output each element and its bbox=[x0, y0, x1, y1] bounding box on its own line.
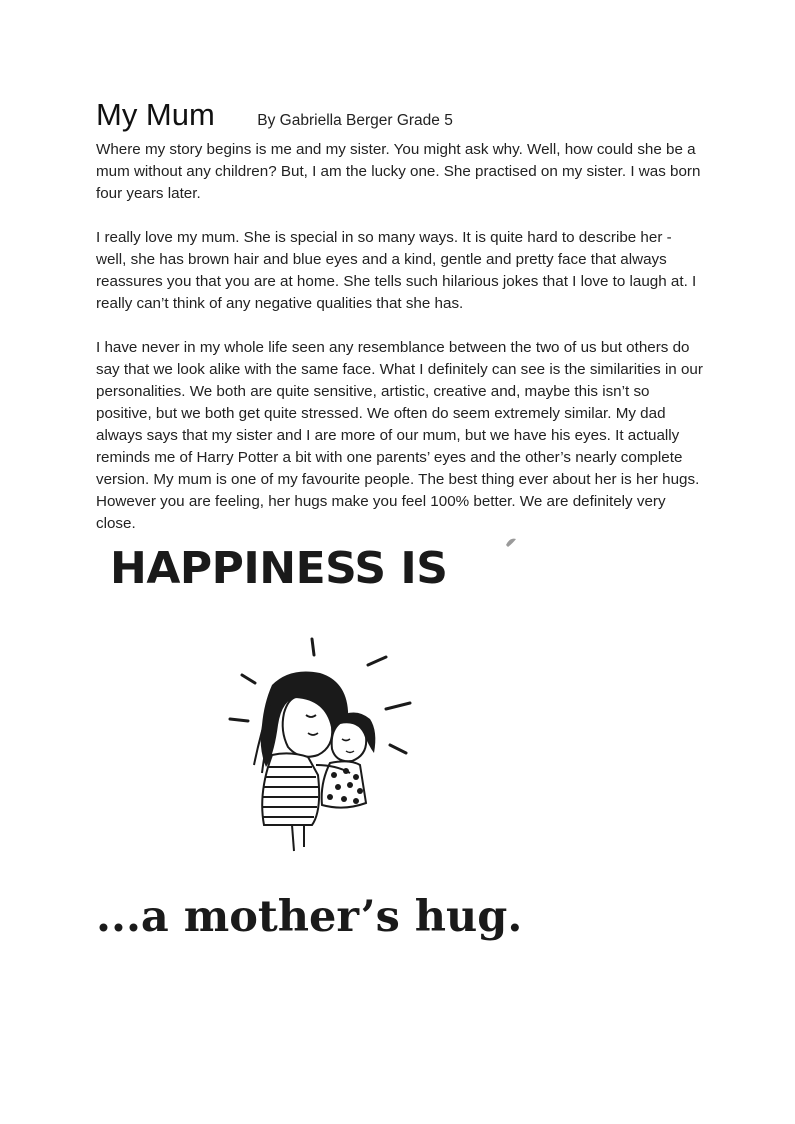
story-body bbox=[96, 139, 706, 535]
ink-speck-icon bbox=[504, 535, 518, 549]
paragraph-1: Where my story begins is me and my sister. You might ask why. Well, how could she be a mum without any children? But, I am the lucky one. She practised on my sister. I was born four years later. bbox=[96, 141, 701, 202]
paragraph-3: I have never in my whole life seen any resemblance between the two of us but others do say that we look alike with the same face. What I definitely can see is the similarities in our personalities. We both are quite sensitive, artistic, creative and, maybe this isn’t so positive, but we both get quite stressed. We often do seem extremely similar. My dad always says that my sister and I are more of our mum, but we have his eyes. It actually reminds me of Harry Potter a bit with one parents’ eyes and the other’s nearly complete version. My mum is one of my favourite people. The best thing ever about her is her hugs. However you are feeling, her hugs make you feel 100% better. We are definitely very close. bbox=[96, 339, 703, 532]
author-byline: By Gabriella Berger Grade 5 bbox=[257, 112, 453, 129]
document-header bbox=[96, 97, 453, 133]
poster-tagline: ...a mother’s hug. bbox=[96, 892, 523, 942]
mother-hugging-child-illustration-icon bbox=[200, 615, 460, 865]
page-title: My Mum bbox=[96, 97, 215, 132]
paragraph-2: I really love my mum. She is special in so many ways. It is quite hard to describe her - well, she has brown hair and blue eyes and a kind, gentle and pretty face that always reassures you that you are at home. She tells such hilarious jokes that I love to laugh at. I really can’t think of any negative qualities that she has. bbox=[96, 229, 697, 312]
poster-heading: HAPPINESS IS bbox=[110, 543, 448, 594]
